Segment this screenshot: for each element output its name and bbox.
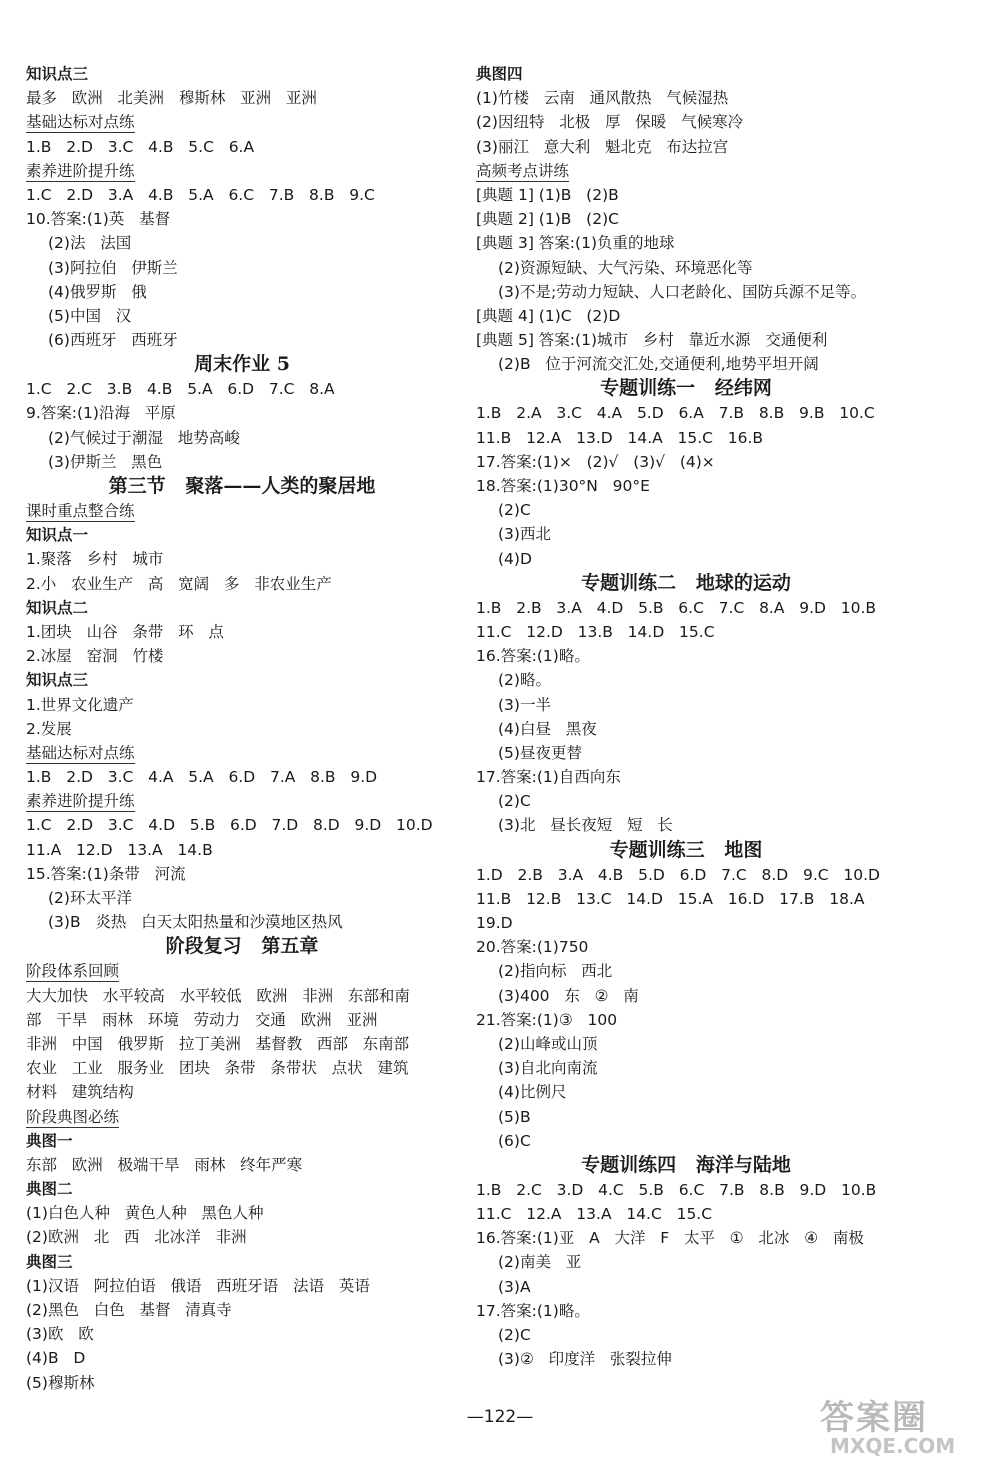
answer-line: 大大加快 水平较高 水平较低 欧洲 非洲 东部和南 xyxy=(26,986,410,1005)
answer-subline: (3)伊斯兰 黑色 xyxy=(48,452,163,471)
answer-subline: (3)自北向南流 xyxy=(498,1059,598,1078)
answer-line: 11.B 12.A 13.D 14.A 15.C 16.B xyxy=(476,428,764,447)
answer-subline: (2)气候过于潮湿 地势高峻 xyxy=(48,428,240,447)
knowledge-point-label: 知识点三 xyxy=(26,671,89,690)
section-heading: 专题训练一 经纬网 xyxy=(600,377,772,400)
answer-line: (4)B D xyxy=(26,1349,86,1368)
answer-line: [典题 5] 答案:(1)城市 乡村 靠近水源 交通便利 xyxy=(476,331,828,350)
answer-line: 1.世界文化遗产 xyxy=(26,695,134,714)
answer-line: 15.答案:(1)条带 河流 xyxy=(26,864,186,883)
answer-subline: (2)略。 xyxy=(498,671,551,690)
exercise-label: 课时重点整合练 xyxy=(26,502,135,520)
right-column xyxy=(476,62,896,1371)
answer-line: [典题 4] (1)C (2)D xyxy=(476,306,621,325)
exercise-label: 素养进阶提升练 xyxy=(26,161,135,180)
answer-line: 1.B 2.B 3.A 4.D 5.B 6.C 7.C 8.A 9.D 10.B xyxy=(476,598,877,617)
answer-line: (3)欧 欧 xyxy=(26,1325,94,1344)
answer-line: 东部 欧洲 极端干旱 雨林 终年严寒 xyxy=(26,1155,303,1174)
answer-line: 1.聚落 乡村 城市 xyxy=(26,550,164,569)
answer-subline: (2)C xyxy=(498,1326,531,1344)
answer-line: 1.C 2.D 3.C 4.D 5.B 6.D 7.D 8.D 9.D 10.D xyxy=(26,816,433,835)
answer-subline: (2)南美 亚 xyxy=(498,1253,582,1272)
knowledge-point-label: 知识点三 xyxy=(26,65,89,83)
answer-line: (2)黑色 白色 基督 清真寺 xyxy=(26,1301,232,1319)
answer-subline: (3)北 昼长夜短 短 长 xyxy=(498,816,673,835)
answer-subline: (2)C xyxy=(498,501,531,520)
answer-line: 1.C 2.D 3.A 4.B 5.A 6.C 7.B 8.B 9.C xyxy=(26,185,375,204)
exercise-label: 素养进阶提升练 xyxy=(26,792,135,811)
answer-line: 10.答案:(1)英 基督 xyxy=(26,210,171,229)
answer-line: 18.答案:(1)30°N 90°E xyxy=(476,477,650,495)
answer-subline: (5)中国 汉 xyxy=(48,306,132,325)
exercise-label: 高频考点讲练 xyxy=(476,161,570,180)
answer-subline: (6)C xyxy=(498,1131,531,1150)
answer-subline: (2)B 位于河流交汇处,交通便利,地势平坦开阔 xyxy=(498,355,819,374)
answer-line: 11.C 12.D 13.B 14.D 15.C xyxy=(476,622,715,641)
answer-line: 2.冰屋 窑洞 竹楼 xyxy=(26,647,164,666)
exercise-label: 基础达标对点练 xyxy=(26,743,135,762)
answer-line: 16.答案:(1)略。 xyxy=(476,647,590,666)
answer-line: (1)竹楼 云南 通风散热 气候湿热 xyxy=(476,89,729,108)
answer-subline: (3)② 印度洋 张裂拉伸 xyxy=(498,1350,672,1369)
exercise-label: 基础达标对点练 xyxy=(26,113,135,132)
knowledge-point-label: 知识点二 xyxy=(26,598,89,617)
answer-line: (1)汉语 阿拉伯语 俄语 西班牙语 法语 英语 xyxy=(26,1276,370,1295)
answer-line: (2)欧洲 北 西 北冰洋 非洲 xyxy=(26,1228,247,1247)
answer-subline: (2)C xyxy=(498,792,531,811)
answer-subline: (2)资源短缺、大气污染、环境恶化等 xyxy=(498,258,753,277)
answer-subline: (3)A xyxy=(498,1277,531,1296)
watermark-bottom-text: MXQE.COM xyxy=(830,1434,956,1458)
answer-line: 19.D xyxy=(476,914,513,932)
answer-line: 11.B 12.B 13.C 14.D 15.A 16.D 17.B 18.A xyxy=(476,889,865,908)
knowledge-point-label: 典图一 xyxy=(26,1131,73,1150)
answer-line: 21.答案:(1)③ 100 xyxy=(476,1010,618,1029)
exercise-label: 阶段典图必练 xyxy=(26,1107,120,1126)
exercise-label: 阶段体系回顾 xyxy=(26,962,120,981)
left-column xyxy=(26,62,458,1395)
answer-line: (1)白色人种 黄色人种 黑色人种 xyxy=(26,1204,264,1223)
answer-line: 1.B 2.C 3.D 4.C 5.B 6.C 7.B 8.B 9.D 10.B xyxy=(476,1180,877,1199)
knowledge-point-label: 知识点一 xyxy=(26,526,89,545)
answer-subline: (2)法 法国 xyxy=(48,234,132,253)
answer-subline: (4)比例尺 xyxy=(498,1083,567,1102)
answer-line: [典题 3] 答案:(1)负重的地球 xyxy=(476,234,675,253)
section-heading: 第三节 聚落——人类的聚居地 xyxy=(108,475,376,497)
answer-line: 1.B 2.A 3.C 4.A 5.D 6.A 7.B 8.B 9.B 10.C xyxy=(476,404,875,423)
answer-line: 17.答案:(1)略。 xyxy=(476,1301,590,1320)
answer-line: 20.答案:(1)750 xyxy=(476,938,589,957)
knowledge-point-label: 典图四 xyxy=(476,65,523,83)
answer-subline: (6)西班牙 西班牙 xyxy=(48,331,178,350)
answer-line: [典题 2] (1)B (2)C xyxy=(476,210,619,229)
answer-line: 1.团块 山谷 条带 环 点 xyxy=(26,622,224,641)
answer-line: 材料 建筑结构 xyxy=(26,1083,134,1102)
watermark-top-text: 答案圈 xyxy=(820,1398,928,1438)
section-heading: 周末作业 5 xyxy=(194,353,290,376)
answer-subline: (3)一半 xyxy=(498,695,551,714)
answer-subline: (3)B 炎热 白天太阳热量和沙漠地区热风 xyxy=(48,913,343,932)
answer-subline: (2)环太平洋 xyxy=(48,889,132,907)
section-heading: 专题训练四 海洋与陆地 xyxy=(581,1153,791,1176)
answer-line: [典题 1] (1)B (2)B xyxy=(476,185,619,204)
answer-subline: (4)D xyxy=(498,549,532,568)
answer-line: 最多 欧洲 北美洲 穆斯林 亚洲 亚洲 xyxy=(26,89,317,108)
answer-subline: (3)西北 xyxy=(498,525,551,544)
knowledge-point-label: 典图二 xyxy=(26,1180,73,1199)
section-heading: 专题训练三 地图 xyxy=(609,838,763,861)
answer-subline: (2)指向标 西北 xyxy=(498,962,613,981)
answer-line: 1.B 2.D 3.C 4.A 5.A 6.D 7.A 8.B 9.D xyxy=(26,768,378,787)
answer-line: 1.B 2.D 3.C 4.B 5.C 6.A xyxy=(26,137,255,156)
answer-line: (2)因纽特 北极 厚 保暖 气候寒冷 xyxy=(476,113,744,132)
answer-subline: (3)阿拉伯 伊斯兰 xyxy=(48,258,178,277)
answer-line: 1.C 2.C 3.B 4.B 5.A 6.D 7.C 8.A xyxy=(26,380,335,399)
watermark-logo xyxy=(782,1390,996,1464)
answer-line: 11.C 12.A 13.A 14.C 15.C xyxy=(476,1205,713,1224)
page-number: —122— xyxy=(466,1407,534,1427)
knowledge-point-label: 典图三 xyxy=(26,1252,73,1271)
answer-line: 2.发展 xyxy=(26,719,72,738)
answer-line: (5)穆斯林 xyxy=(26,1373,95,1392)
answer-line: 1.D 2.B 3.A 4.B 5.D 6.D 7.C 8.D 9.C 10.D xyxy=(476,865,880,884)
answer-subline: (4)白昼 黑夜 xyxy=(498,719,597,738)
answer-line: 部 干旱 雨林 环境 劳动力 交通 欧洲 亚洲 xyxy=(26,1010,378,1029)
answer-line: 11.A 12.D 13.A 14.B xyxy=(26,840,213,859)
answer-line: 非洲 中国 俄罗斯 拉丁美洲 基督教 西部 东南部 xyxy=(26,1034,410,1053)
answer-line: 农业 工业 服务业 团块 条带 条带状 点状 建筑 xyxy=(26,1059,409,1078)
section-heading: 专题训练二 地球的运动 xyxy=(581,571,791,594)
answer-line: 17.答案:(1)自西向东 xyxy=(476,768,621,787)
answer-subline: (3)不是;劳动力短缺、人口老龄化、国防兵源不足等。 xyxy=(498,282,867,301)
answer-line: (3)丽江 意大利 魁北克 布达拉宫 xyxy=(476,137,729,156)
section-heading: 阶段复习 第五章 xyxy=(165,935,319,958)
answer-line: 16.答案:(1)亚 A 大洋 F 太平 ① 北冰 ④ 南极 xyxy=(476,1229,864,1248)
answer-subline: (5)B xyxy=(498,1107,531,1126)
answer-subline: (4)俄罗斯 俄 xyxy=(48,282,147,301)
answer-subline: (3)400 东 ② 南 xyxy=(498,986,639,1005)
answer-line: 17.答案:(1)× (2)√ (3)√ (4)× xyxy=(476,452,715,471)
answer-subline: (2)山峰或山顶 xyxy=(498,1034,598,1053)
answer-line: 9.答案:(1)沿海 平原 xyxy=(26,404,176,423)
answer-line: 2.小 农业生产 高 宽阔 多 非农业生产 xyxy=(26,574,332,593)
answer-subline: (5)昼夜更替 xyxy=(498,743,582,762)
